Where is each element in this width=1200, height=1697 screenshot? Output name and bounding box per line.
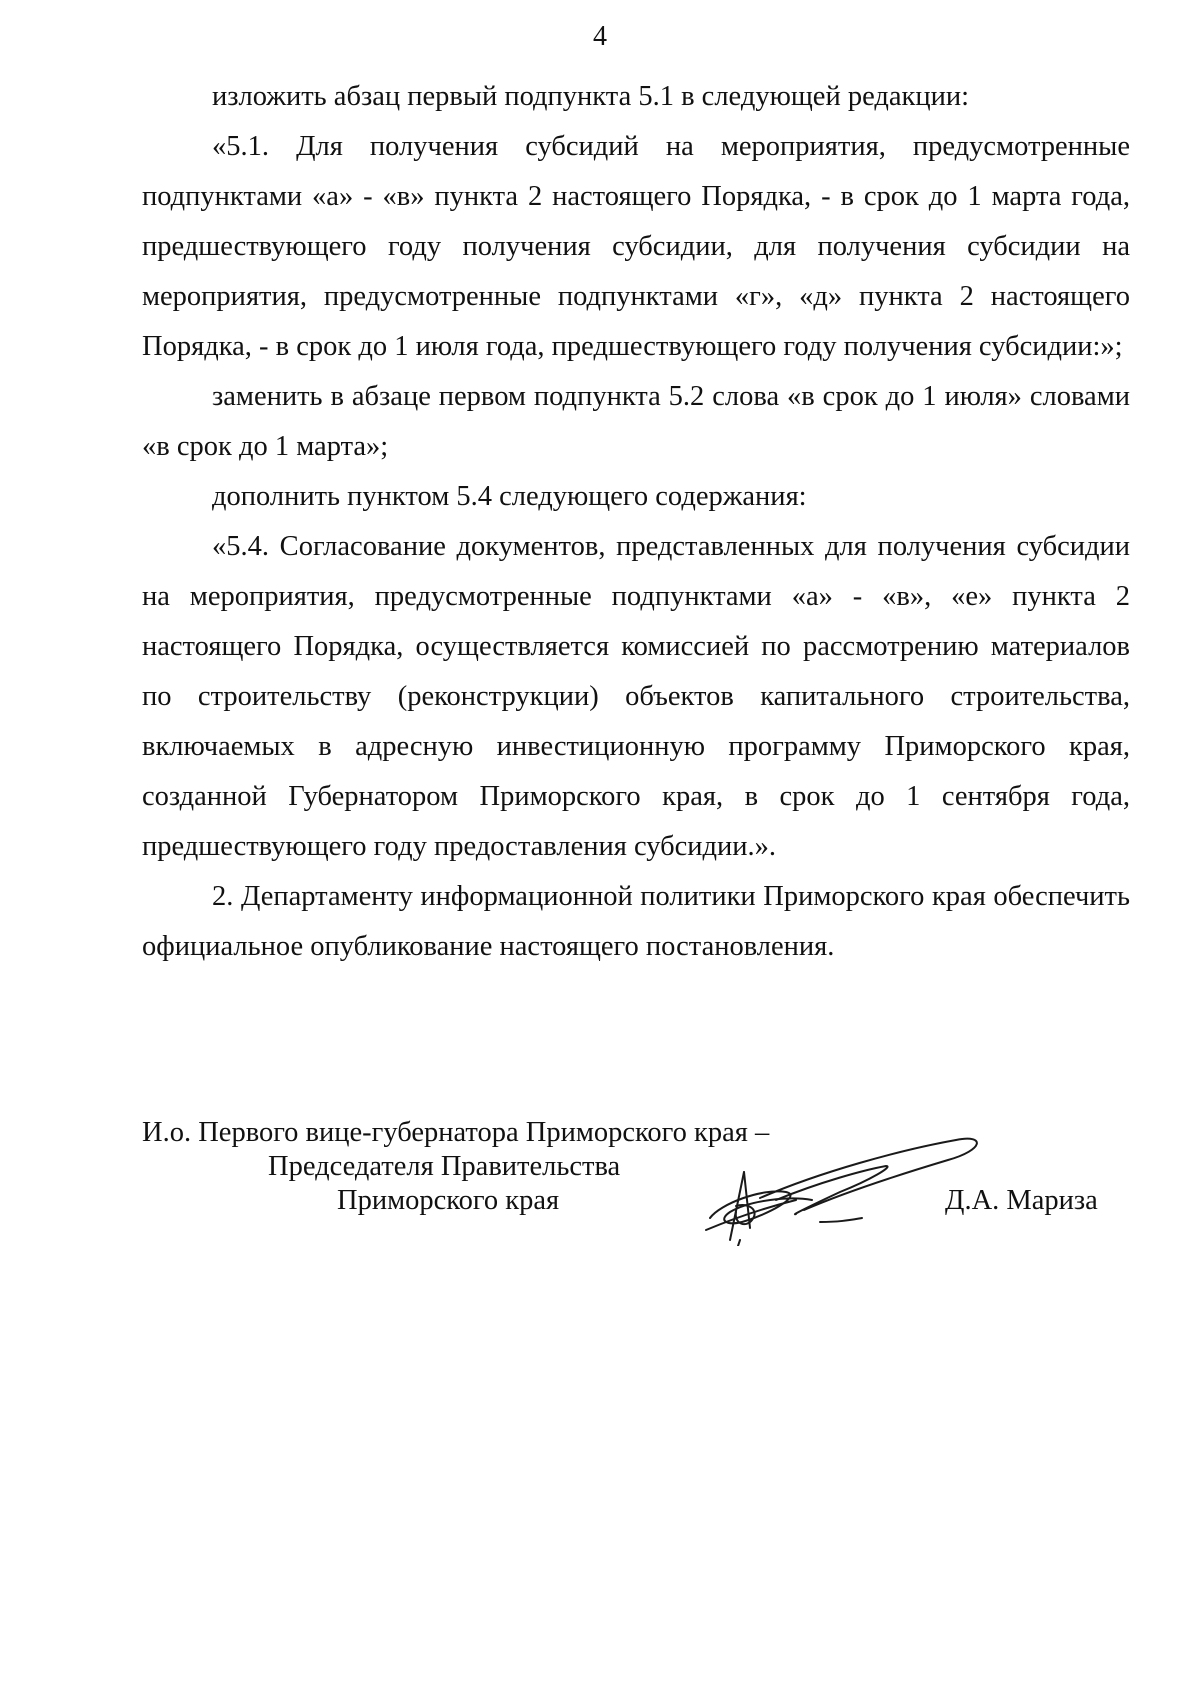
paragraph-item-2: 2. Департаменту информационной политики Приморского края обеспечить официальное опубликование настоящего постановления. bbox=[142, 881, 1130, 962]
signatory-position-line-3: Приморского края bbox=[337, 1185, 560, 1216]
document-body bbox=[142, 72, 1130, 972]
page-number: 4 bbox=[593, 21, 607, 52]
paragraph-amend-5-2: заменить в абзаце первом подпункта 5.2 слова «в срок до 1 июля» словами «в срок до 1 марта»; bbox=[142, 381, 1130, 462]
paragraph-5-1-text: «5.1. Для получения субсидий на мероприятия, предусмотренные подпунктами «а» - «в» пункта 2 настоящего Порядка, - в срок до 1 марта года, предшествующего году получения субсидии, для получения субсидии на мероприятия, предусмотренные подпунктами «г», «д» пункта 2 настоящего Порядка, - в срок до 1 июля года, предшествующего году получения субсидии:»; bbox=[142, 131, 1130, 362]
paragraph-5-4-text: «5.4. Согласование документов, представленных для получения субсидии на мероприятия, предусмотренные подпунктами «а» - «в», «е» пункта 2 настоящего Порядка, осуществляется комиссией по рассмотрению материалов по строительству (реконструкции) объектов капитального строительства, включаемых в адресную инвестиционную программу Приморского края, созданной Губернатором Приморского края, в срок до 1 сентября года, предшествующего году предоставления субсидии.». bbox=[142, 531, 1130, 862]
signatory-position-line-2: Председателя Правительства bbox=[268, 1151, 621, 1182]
paragraph-add-5-4-intro: дополнить пунктом 5.4 следующего содержания: bbox=[212, 481, 807, 512]
handwritten-signature bbox=[700, 1116, 980, 1246]
signatory-position-line-1: И.о. Первого вице-губернатора Приморского края – bbox=[142, 1117, 770, 1148]
paragraph-amend-5-1-intro: изложить абзац первый подпункта 5.1 в следующей редакции: bbox=[212, 81, 970, 112]
signatory-name: Д.А. Мариза bbox=[945, 1185, 1098, 1216]
signature-block bbox=[0, 1116, 1200, 1276]
